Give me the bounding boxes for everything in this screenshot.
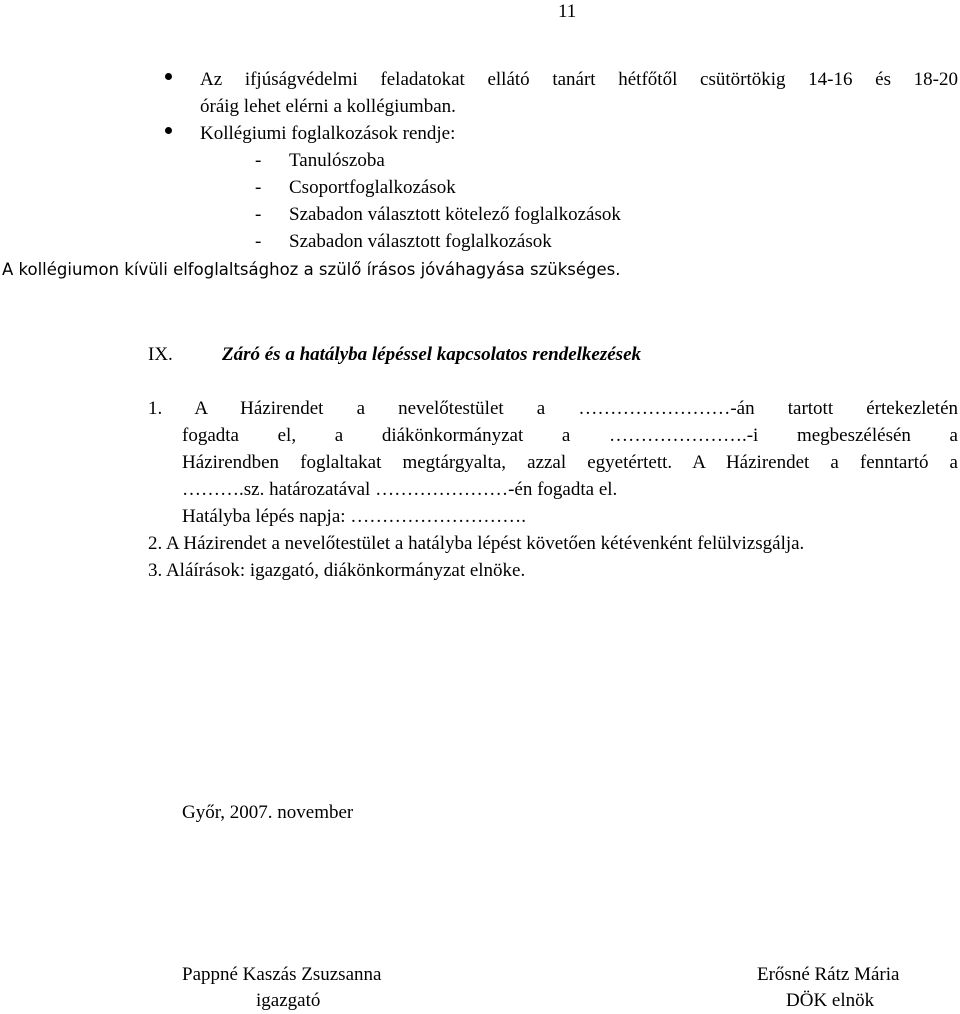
signatory-role-right: DÖK elnök (786, 990, 875, 1011)
bullet-icon (165, 73, 172, 80)
dash-marker: - (255, 204, 262, 225)
signatory-name-right: Erősné Rátz Mária (757, 964, 900, 985)
list-item: Szabadon választott kötelező foglalkozások (289, 204, 621, 225)
effective-date-line: Hatályba lépés napja: ………………………. (182, 506, 527, 527)
bullet-text-line: Kollégiumi foglalkozások rendje: (200, 123, 456, 144)
bullet-text-line: Az ifjúságvédelmi feladatokat ellátó tanárt hétfőtől csütörtökig 14-16 és 18-20 (200, 69, 958, 90)
section-title: Záró és a hatályba lépéssel kapcsolatos rendelkezések (222, 344, 642, 365)
dash-marker: - (255, 231, 262, 252)
provision-2: 2. A Házirendet a nevelőtestület a hatályba lépést követően kétévenként felülvizsgálja. (148, 533, 805, 554)
bullet-text-line: óráig lehet elérni a kollégiumban. (200, 96, 456, 117)
signatory-name-left: Pappné Kaszás Zsuzsanna (182, 964, 382, 985)
section-number: IX. (148, 344, 173, 365)
provision-3: 3. Aláírások: igazgató, diákönkormányzat elnöke. (148, 560, 526, 581)
provision-1-line: Házirendben foglaltakat megtárgyalta, azzal egyetértett. A Házirendet a fenntartó a (182, 452, 958, 473)
provision-1-line: 1. A Házirendet a nevelőtestület a ……………………-án tartott értekezletén (148, 398, 958, 419)
page-number: 11 (558, 1, 577, 22)
provision-1-line: fogadta el, a diákönkormányzat a ………………….-i megbeszélésén a (182, 425, 958, 446)
consent-statement: A kollégiumon kívüli elfoglaltsághoz a szülő írásos jóváhagyása szükséges. (2, 260, 621, 279)
signatory-role-left: igazgató (256, 990, 321, 1011)
dash-marker: - (255, 150, 262, 171)
list-item: Tanulószoba (289, 150, 385, 171)
list-item: Szabadon választott foglalkozások (289, 231, 552, 252)
place-date: Győr, 2007. november (182, 802, 354, 823)
dash-marker: - (255, 177, 262, 198)
provision-1-line: ……….sz. határozatával …………………-én fogadta el. (182, 479, 618, 500)
list-item: Csoportfoglalkozások (289, 177, 456, 198)
bullet-icon (165, 127, 172, 134)
